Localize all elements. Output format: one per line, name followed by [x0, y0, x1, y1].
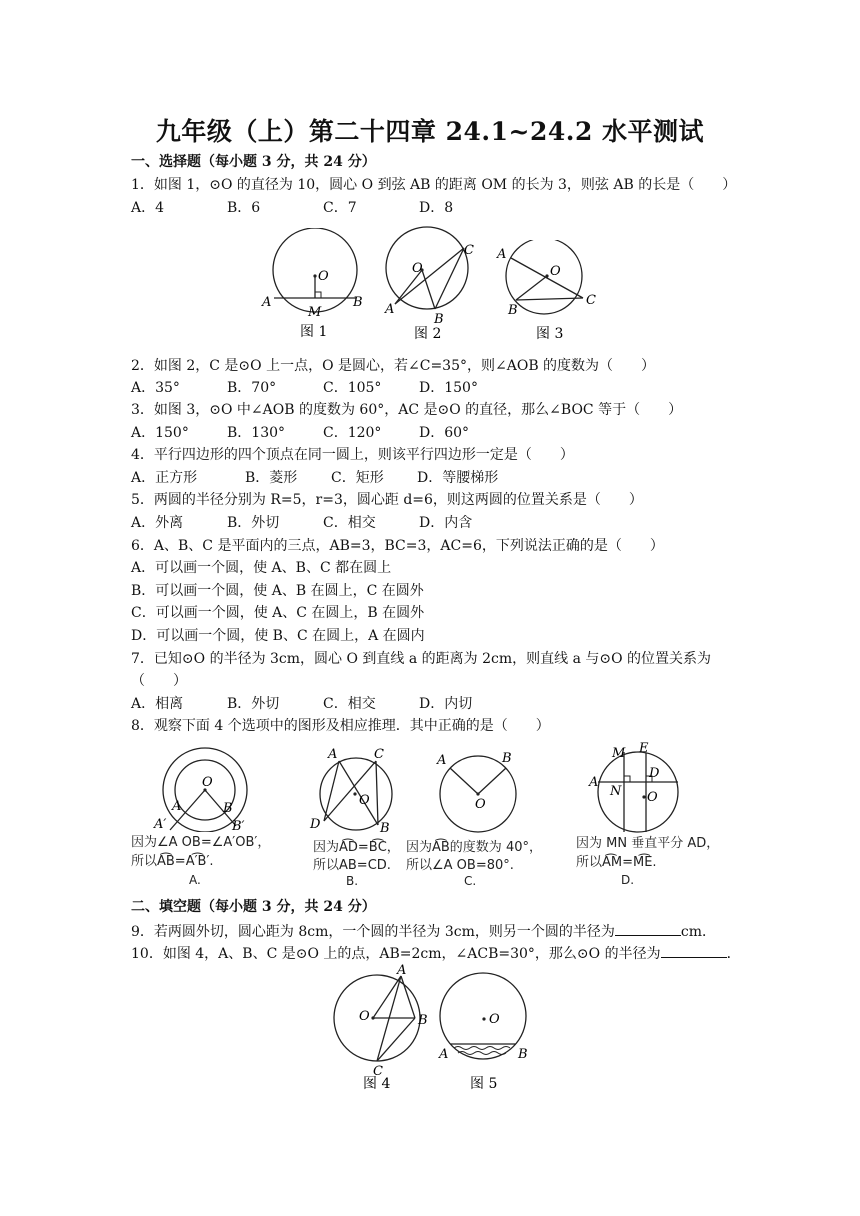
label-o: O	[647, 790, 658, 805]
question-5: 5．两圆的半径分别为 R=5，r=3，圆心距 d=6，则这两圆的位置关系是（ ）	[131, 492, 643, 508]
page-title: 九年级（上）第二十四章 24.1~24.2 水平测试	[155, 117, 705, 146]
option-a: A．相离	[131, 696, 184, 712]
option-a: A．4	[131, 200, 165, 216]
label-a: A	[497, 247, 507, 262]
answer-blank	[615, 921, 681, 936]
q8-a-conclusion: 所以A͡B=A′͡B′.	[131, 854, 214, 869]
q8-d-conclusion: 所以A͡M=M͡E.	[576, 855, 657, 870]
option-b: B．70°	[227, 380, 277, 396]
q8-b-conclusion: 所以AB=CD.	[313, 858, 391, 873]
question-4: 4．平行四边形的四个顶点在同一圆上，则该平行四边形一定是（ ）	[131, 447, 574, 463]
label-o: O	[359, 793, 370, 808]
option-a: A．外离	[131, 515, 184, 531]
figure-5	[436, 970, 536, 1092]
label-a: A	[262, 295, 272, 310]
option-c: C．相交	[323, 515, 376, 531]
q8-a-reason: 因为∠A OB=∠A′OB′，	[131, 835, 271, 850]
question-6-choice-d: D．可以画一个圆，使 B、C 在圆上，A 在圆内	[131, 628, 425, 644]
q8-b-label: B.	[346, 874, 359, 888]
label-o: O	[489, 1012, 500, 1027]
label-o: O	[550, 264, 561, 279]
question-4-options	[131, 469, 531, 487]
q8-figure-b	[306, 744, 406, 834]
option-d: D．内含	[419, 515, 473, 531]
question-2: 2．如图 2，C 是⊙O 上一点，O 是圆心，若∠C=35°，则∠AOB 的度数为（ ）	[131, 358, 656, 374]
label-c: C	[586, 293, 596, 308]
question-8: 8．观察下面 4 个选项中的图形及相应推理．其中正确的是（ ）	[131, 718, 550, 734]
label-c: C	[464, 243, 474, 258]
option-d: D．150°	[419, 380, 478, 396]
option-a: A．150°	[131, 425, 189, 441]
q8-c-label: C.	[464, 874, 477, 888]
q8-figure-d	[585, 740, 695, 835]
figure-caption: 图 2	[414, 326, 442, 342]
label-o: O	[202, 775, 213, 790]
label-b: B	[518, 1047, 528, 1062]
option-c: C．120°	[323, 425, 382, 441]
q8-b-reason: 因为A͡D=B͡C，	[313, 840, 400, 855]
question-6-choice-a: A．可以画一个圆，使 A、B、C 都在圆上	[131, 560, 392, 576]
option-b: B．130°	[227, 425, 286, 441]
option-c: C．7	[323, 200, 357, 216]
question-6-choice-b: B．可以画一个圆，使 A、B 在圆上，C 在圆外	[131, 583, 424, 599]
label-b: B	[353, 295, 363, 310]
figure-4	[325, 962, 435, 1090]
q8-d-reason: 因为 MN 垂直平分 AD，	[576, 836, 720, 851]
question-2-options	[131, 379, 515, 397]
option-d: D．8	[419, 200, 454, 216]
question-9	[131, 921, 716, 941]
q8-c-reason: 因为A͡B的度数为 40°，	[406, 840, 542, 855]
option-b: B．6	[227, 200, 261, 216]
option-d: D．内切	[419, 696, 473, 712]
question-10	[131, 943, 741, 963]
question-7-paren: （ ）	[131, 673, 187, 689]
label-a: A	[385, 302, 395, 317]
option-b: B．外切	[227, 696, 280, 712]
question-7: 7．已知⊙O 的半径为 3cm，圆心 O 到直线 a 的距离为 2cm，则直线 a 与⊙O 的位置关系为	[131, 651, 712, 667]
label-b: B	[380, 821, 390, 834]
question-9-unit: cm．	[680, 924, 716, 940]
q8-figure-c	[428, 746, 528, 836]
figure-caption: 图 3	[536, 326, 564, 342]
question-6-choice-c: C．可以画一个圆，使 A、C 在圆上，B 在圆外	[131, 605, 425, 621]
option-d: D．等腰梯形	[417, 470, 499, 486]
q8-c-conclusion: 所以∠A OB=80°.	[406, 858, 514, 873]
label-a: A	[397, 963, 407, 978]
label-c: C	[373, 1064, 383, 1079]
label-m: M	[612, 746, 626, 761]
label-c: C	[374, 747, 384, 762]
question-1: 1．如图 1，⊙O 的直径为 10，圆心 O 到弦 AB 的距离 OM 的长为 3，则弦 AB 的长是（ ）	[131, 177, 737, 193]
option-a: A．35°	[131, 380, 180, 396]
label-a-prime: A′	[154, 817, 167, 832]
label-b: B	[434, 312, 444, 327]
label-b: B	[223, 801, 233, 816]
label-b: B	[508, 303, 518, 318]
label-b-prime: B′	[232, 819, 245, 832]
label-o: O	[412, 261, 423, 276]
figure-caption: 图 4	[363, 1076, 391, 1090]
answer-blank	[661, 943, 727, 958]
option-c: C．相交	[323, 696, 376, 712]
figure-3	[494, 240, 604, 344]
question-10-end: ．	[726, 946, 741, 962]
option-b: B．菱形	[245, 470, 298, 486]
q8-d-label: D.	[621, 873, 635, 887]
label-a: A	[328, 747, 338, 762]
question-10-text: 10．如图 4，A、B、C 是⊙O 上的点，AB=2cm，∠ACB=30°，那么⊙O 的半径为	[131, 946, 661, 962]
label-o: O	[475, 797, 486, 812]
section-heading-fill: 二、填空题（每小题 3 分，共 24 分）	[131, 899, 376, 915]
question-3-options	[131, 424, 515, 442]
option-b: B．外切	[227, 515, 280, 531]
label-a: A	[589, 775, 599, 790]
question-9-text: 9．若两圆外切，圆心距为 8cm，一个圆的半径为 3cm，则另一个圆的半径为	[131, 924, 615, 940]
label-a: A	[437, 753, 447, 768]
label-o: O	[318, 269, 329, 284]
section-heading-choice: 一、选择题（每小题 3 分，共 24 分）	[131, 154, 376, 170]
q8-figure-a	[150, 742, 260, 832]
option-a: A．正方形	[131, 470, 198, 486]
label-m: M	[308, 305, 322, 320]
question-5-options	[131, 514, 515, 532]
question-7-options	[131, 695, 515, 713]
question-1-options	[131, 199, 515, 217]
label-d: D	[649, 766, 660, 781]
label-a: A	[172, 799, 182, 814]
option-c: C．矩形	[331, 470, 384, 486]
option-c: C．105°	[323, 380, 382, 396]
question-3: 3．如图 3，⊙O 中∠AOB 的度数为 60°，AC 是⊙O 的直径，那么∠BOC 等于（ ）	[131, 402, 683, 418]
label-b: B	[502, 751, 512, 766]
figure-caption: 图 1	[300, 324, 328, 340]
label-o: O	[359, 1009, 370, 1024]
figure-caption: 图 5	[470, 1076, 498, 1092]
question-6: 6．A、B、C 是平面内的三点，AB=3，BC=3，AC=6，下列说法正确的是（ ）	[131, 538, 664, 554]
label-d: D	[310, 817, 321, 832]
q8-a-label: A.	[189, 873, 201, 887]
label-b: B	[418, 1013, 428, 1028]
figure-1	[260, 228, 370, 343]
label-n: N	[610, 784, 622, 799]
label-e: E	[639, 741, 649, 756]
option-d: D．60°	[419, 425, 470, 441]
figure-2	[382, 226, 482, 344]
label-a: A	[439, 1047, 449, 1062]
